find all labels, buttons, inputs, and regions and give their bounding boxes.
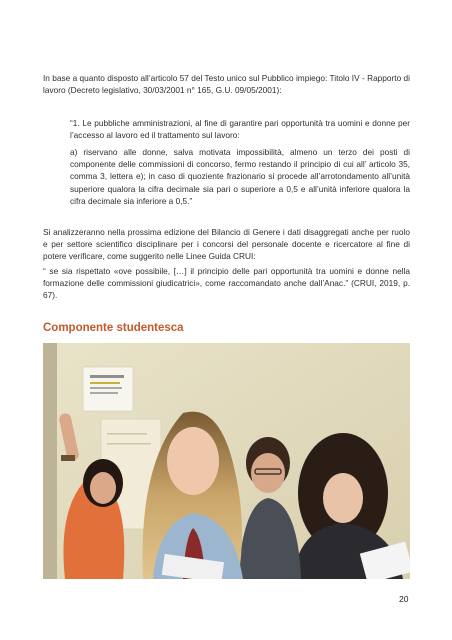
crui-quote-paragraph: “ se sia rispettato «ove possibile, […] il principio delle pari opportunità tra uomini e donne nella formazione delle commissioni giudicatrici», come raccomandato anche dall’Anac.” (CRUI, 2019, p. 67). <box>43 266 410 301</box>
intro-paragraph: In base a quanto disposto all’articolo 57 del Testo unico sul Pubblico impiego: Titolo IV - Rapporto di lavoro (Decreto legislativo, 30/03/2001 n° 165, G.U. 09/05/2001): <box>43 73 410 96</box>
students-photo-illustration <box>43 343 410 579</box>
quote-paragraph-1: “1. Le pubbliche amministrazioni, al fine di garantire pari opportunità tra uomini e donne per l’accesso al lavoro ed il trattamento sul lavoro: <box>70 118 410 141</box>
students-photo <box>43 343 410 579</box>
analysis-paragraph: Si analizzeranno nella prossima edizione del Bilancio di Genere i dati disaggregati anche per ruolo e per settore scientifico disciplinare per i concorsi del personale docente e ricercatore al fine di potere verificare, come suggerito nelle Linee Guida CRUI: <box>43 227 410 262</box>
section-heading: Componente studentesca <box>43 322 184 334</box>
quote-paragraph-2: a) riservano alle donne, salva motivata impossibilità, almeno un terzo dei posti di componente delle commissioni di concorso, fermo restando il principio di cui all’ articolo 35, comma 3, lettera e); in caso di quoziente frazionario si procede all’arrotondamento all’unità superiore qualora la cifra decimale sia pari o superiore a 0,5 e all’unità inferiore qualora la cifra decimale sia inferiore a 0,5.” <box>70 147 410 206</box>
page-number: 20 <box>399 594 409 604</box>
